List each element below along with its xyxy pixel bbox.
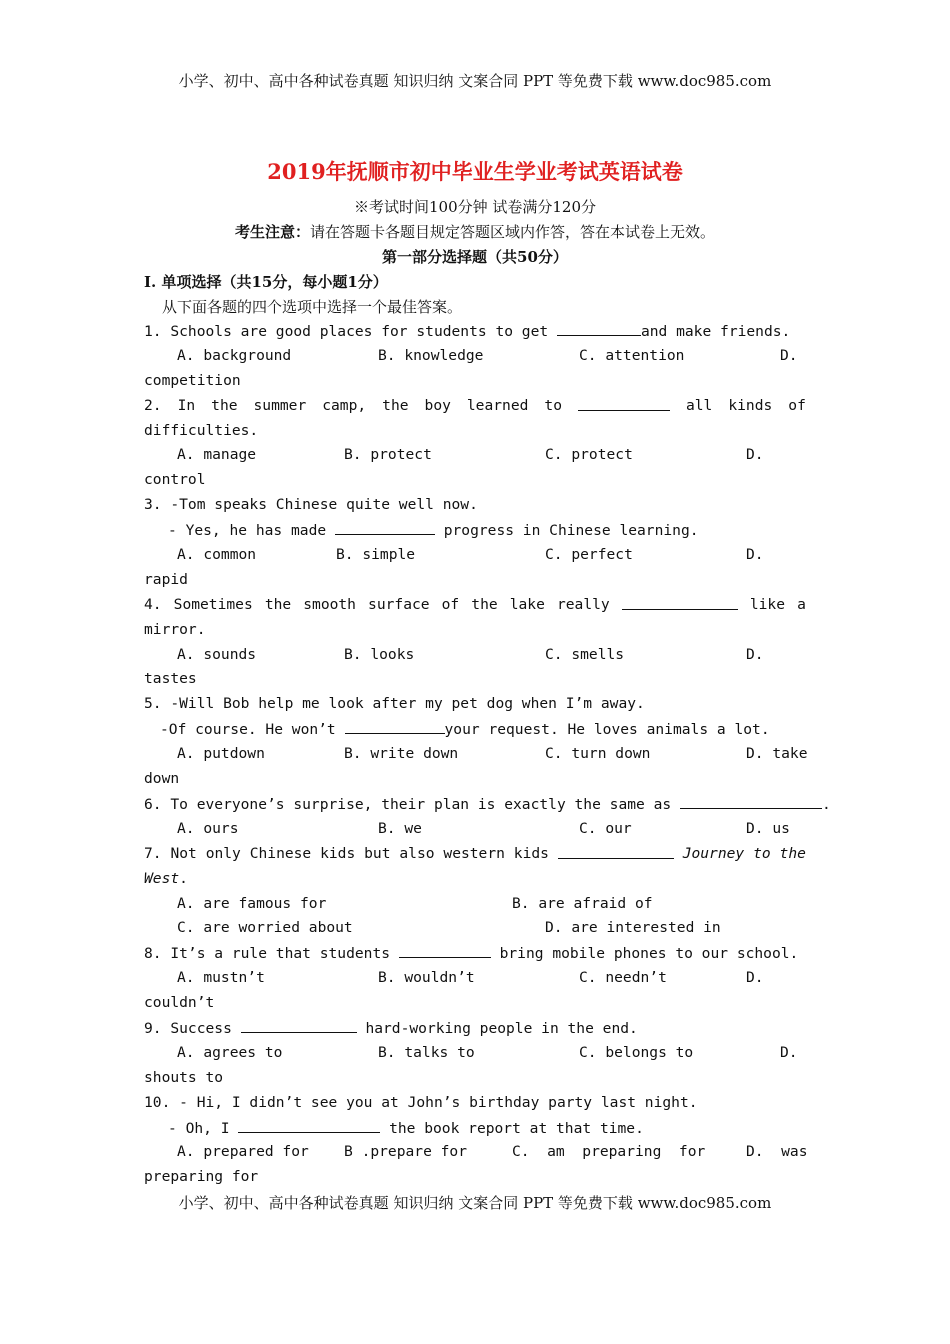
q1-option-b: B. knowledge <box>378 347 484 364</box>
question-10: 10. - Hi, I didn’t see you at John’s birthday party last night. <box>144 1094 698 1111</box>
q4-option-c: C. smells <box>545 646 625 663</box>
q4-option-d: D. <box>746 646 764 663</box>
q10-option-c: C. am preparing for <box>512 1143 706 1160</box>
q3-option-d: D. <box>746 546 764 563</box>
q9-option-c: C. belongs to <box>579 1044 694 1061</box>
q8-option-b: B. wouldn’t <box>378 969 475 986</box>
q10-option-a: A. prepared for <box>177 1143 309 1160</box>
q3-option-b: B. simple <box>336 546 416 563</box>
q1-option-a: A. background <box>177 347 292 364</box>
q7-option-d: D. are interested in <box>545 919 721 936</box>
q4-option-b: B. looks <box>344 646 415 663</box>
q8-option-a: A. mustn’t <box>177 969 265 986</box>
question-4-cont: mirror. <box>144 621 206 638</box>
q6-option-d: D. us <box>746 820 790 837</box>
section-title: I. 单项选择（共15分，每小题1分） <box>144 273 388 291</box>
question-4: 4. Sometimes the smooth surface of the lake really like a <box>144 596 806 613</box>
exam-title: 2019年抚顺市初中毕业生学业考试英语试卷 <box>267 159 683 184</box>
answer-blank <box>622 596 738 610</box>
q9-option-d-text: shouts to <box>144 1069 224 1086</box>
question-5: 5. -Will Bob help me look after my pet dog when I’m away. <box>144 695 645 712</box>
q8-option-c: C. needn’t <box>579 969 667 986</box>
q1-option-c: C. attention <box>579 347 685 364</box>
q1-option-d: D. <box>780 347 798 364</box>
q9-option-a: A. agrees to <box>177 1044 283 1061</box>
q5-option-d: D. take <box>746 745 808 762</box>
q9-option-b: B. talks to <box>378 1044 475 1061</box>
notice-text: 请在答题卡各题目规定答题区域内作答，答在本试卷上无效。 <box>310 223 716 241</box>
q7-option-b: B. are afraid of <box>512 895 653 912</box>
q1-option-d-text: competition <box>144 372 241 389</box>
q6-option-b: B. we <box>378 820 422 837</box>
q2-option-d-text: control <box>144 471 206 488</box>
question-7-cont: West. <box>144 870 188 887</box>
q3-option-c: C. perfect <box>545 546 633 563</box>
question-9: 9. Success hard-working people in the end. <box>144 1020 638 1037</box>
q2-option-a: A. manage <box>177 446 257 463</box>
answer-blank <box>578 397 670 411</box>
q5-option-d-text: down <box>144 770 180 787</box>
answer-blank <box>558 845 674 859</box>
q10-option-d-text: preparing for <box>144 1168 259 1185</box>
question-3: 3. -Tom speaks Chinese quite well now. <box>144 496 478 513</box>
q10-option-b: B .prepare for <box>344 1143 468 1160</box>
answer-blank <box>680 795 822 809</box>
q5-option-b: B. write down <box>344 745 459 762</box>
answer-blank <box>399 944 491 958</box>
question-5-reply: -Of course. He won’t your request. He loves animals a lot. <box>160 721 770 738</box>
notice-label: 考生注意： <box>234 223 310 241</box>
answer-blank <box>241 1019 357 1033</box>
instruction: 从下面各题的四个选项中选择一个最佳答案。 <box>162 298 463 316</box>
question-7: 7. Not only Chinese kids but also western kids Journey to the <box>144 845 806 862</box>
part-title: 第一部分选择题（共50分） <box>382 248 568 266</box>
page-header: 小学、初中、高中各种试卷真题 知识归纳 文案合同 PPT 等免费下载 www.doc985.com <box>178 72 772 90</box>
question-3-reply: - Yes, he has made progress in Chinese learning. <box>168 522 699 539</box>
answer-blank <box>238 1119 380 1133</box>
answer-blank <box>345 720 445 734</box>
q5-option-c: C. turn down <box>545 745 651 762</box>
q6-option-a: A. ours <box>177 820 239 837</box>
q2-option-c: C. protect <box>545 446 633 463</box>
exam-info: ※考试时间100分钟 试卷满分120分 <box>353 198 597 216</box>
q7-option-a: A. are famous for <box>177 895 327 912</box>
question-2: 2. In the summer camp, the boy learned to all kinds of <box>144 397 806 414</box>
notice <box>0 221 950 242</box>
q7-option-c: C. are worried about <box>177 919 353 936</box>
page-footer: 小学、初中、高中各种试卷真题 知识归纳 文案合同 PPT 等免费下载 www.doc985.com <box>178 1194 772 1212</box>
q9-option-d: D. <box>780 1044 798 1061</box>
question-1: 1. Schools are good places for students to get and make friends. <box>144 323 791 340</box>
q3-option-d-text: rapid <box>144 571 188 588</box>
q6-option-c: C. our <box>579 820 632 837</box>
q8-option-d-text: couldn’t <box>144 994 215 1011</box>
question-8: 8. It’s a rule that students bring mobile phones to our school. <box>144 945 799 962</box>
q2-option-d: D. <box>746 446 764 463</box>
q4-option-a: A. sounds <box>177 646 257 663</box>
q3-option-a: A. common <box>177 546 257 563</box>
answer-blank <box>335 521 435 535</box>
question-10-reply: - Oh, I the book report at that time. <box>168 1120 644 1137</box>
question-6: 6. To everyone’s surprise, their plan is exactly the same as . <box>144 796 831 813</box>
q2-option-b: B. protect <box>344 446 432 463</box>
answer-blank <box>557 322 641 336</box>
question-2-cont: difficulties. <box>144 422 259 439</box>
q10-option-d: D. was <box>746 1143 808 1160</box>
q4-option-d-text: tastes <box>144 670 197 687</box>
q8-option-d: D. <box>746 969 764 986</box>
q5-option-a: A. putdown <box>177 745 265 762</box>
